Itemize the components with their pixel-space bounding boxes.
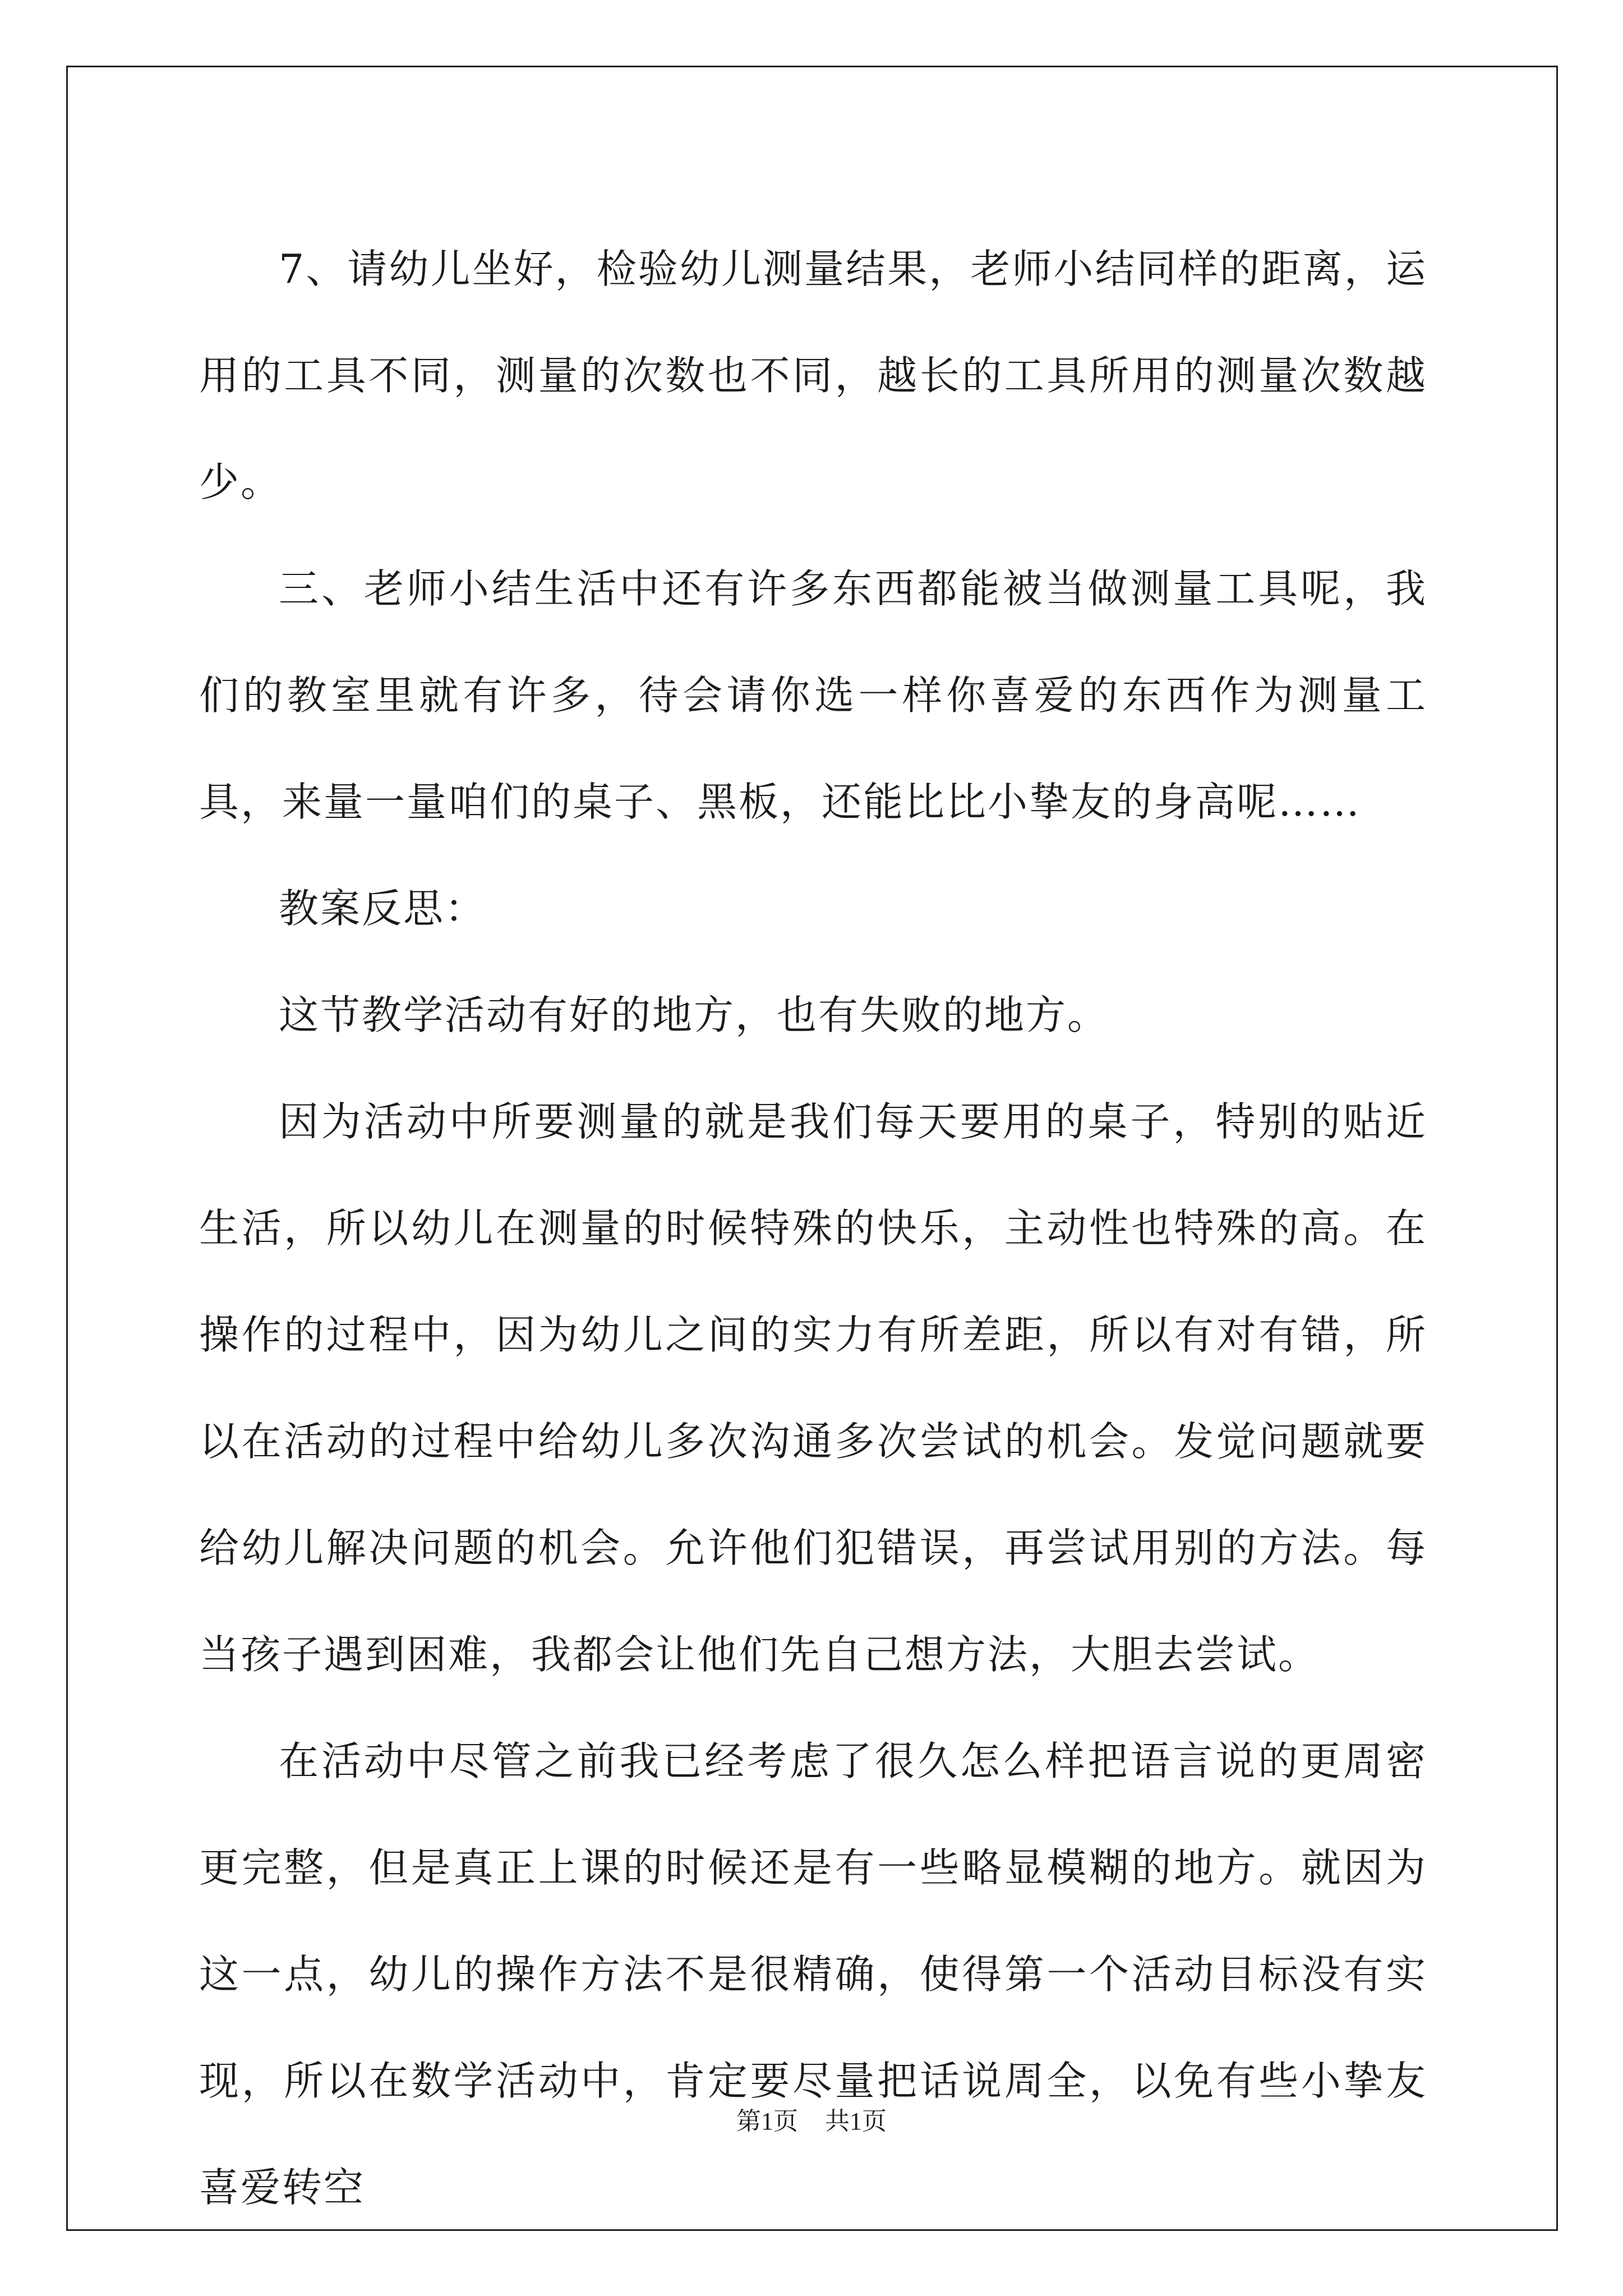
paragraph: 这节教学活动有好的地方，也有失败的地方。 [279,992,1109,1038]
page-footer [0,2105,1623,2138]
paragraph: 在活动中尽管之前我已经考虑了很久怎么样把语言说的更周密更完整，但是真正上课的时候还是有一些略显模糊的地方。就因为这一点，幼儿的操作方法不是很精确，使得第一个活动目标没有实现，所以在数学活动中，肯定要尽量把话说周全，以免有些小挚友喜爱转空 [199,1738,1427,2211]
paragraph: 三、老师小结生活中还有许多东西都能被当做测量工具呢，我们的教室里就有许多，待会请你选一样你喜爱的东西作为测量工具，来量一量咱们的桌子、黑板，还能比比小挚友的身高呢…… [199,565,1427,825]
page-number: 第1页 [736,2108,798,2135]
paragraph: 7、请幼儿坐好，检验幼儿测量结果，老师小结同样的距离，运用的工具不同，测量的次数也不同，越长的工具所用的测量次数越少。 [199,246,1427,505]
paragraph: 教案反思： [279,885,487,932]
page-total: 共1页 [825,2108,887,2135]
document-body [199,216,1427,2241]
paragraph: 因为活动中所要测量的就是我们每天要用的桌子，特别的贴近生活，所以幼儿在测量的时候特殊的快乐，主动性也特殊的高。在操作的过程中，因为幼儿之间的实力有所差距，所以有对有错，所以在活动的过程中给幼儿多次沟通多次尝试的机会。发觉问题就要给幼儿解决问题的机会。允许他们犯错误，再尝试用别的方法。每当孩子遇到困难，我都会让他们先自己想方法，大胆去尝试。 [199,1098,1427,1678]
